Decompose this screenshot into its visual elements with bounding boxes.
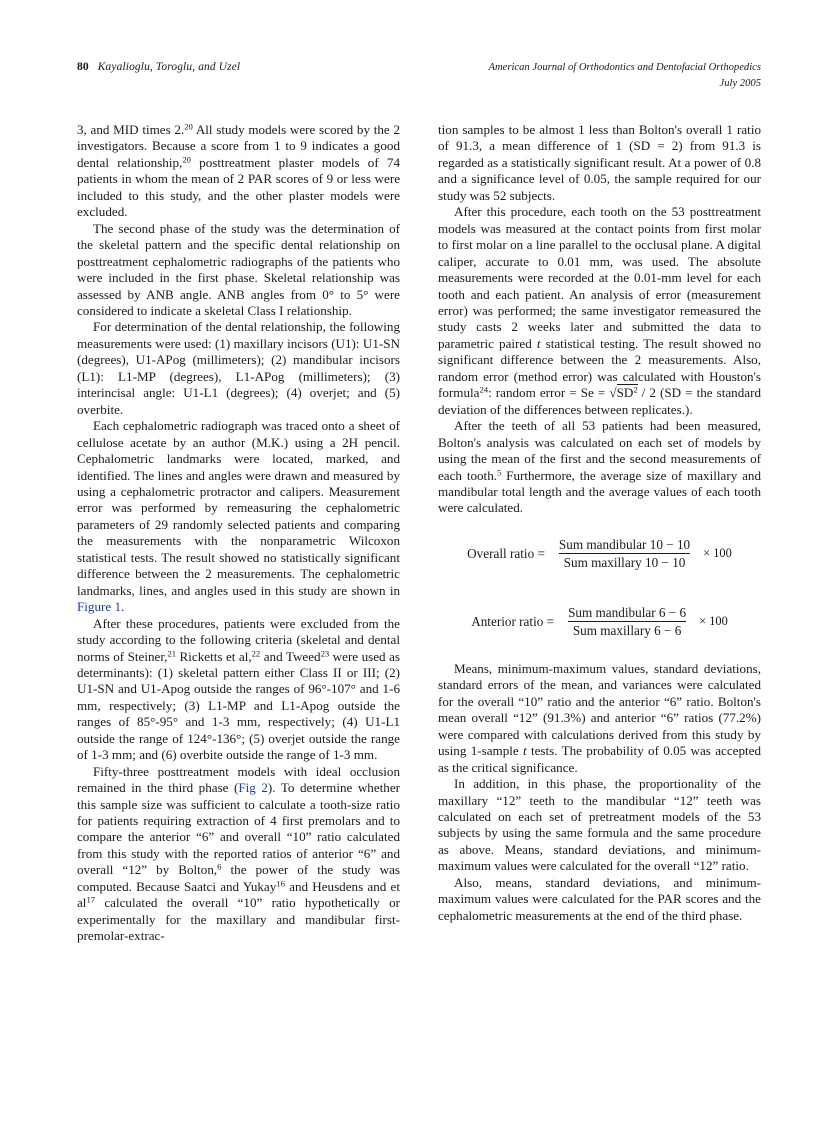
text-run: statistical testing. The result showed no significant difference between the 2 measurements. Also, random error (method error) was calculated with Houston's formula xyxy=(438,335,761,401)
text-run: All study models were scored by the 2 investigators. Because a score from 1 to 9 indicates a good dental relationship, xyxy=(77,122,400,170)
paragraph xyxy=(438,204,761,418)
footnote-ref[interactable]: 20 xyxy=(182,154,191,165)
paragraph xyxy=(438,418,761,517)
text-run: / 2 (SD = the standard deviation of the differences between replicates.). xyxy=(438,385,761,417)
fraction-denominator: Sum maxillary 6 − 6 xyxy=(568,621,687,639)
text-run: . xyxy=(121,599,125,615)
figure-1-link[interactable]: Figure 1 xyxy=(77,599,122,615)
journal-title: American Journal of Orthodontics and Dentofacial Orthopedics xyxy=(488,62,761,73)
text-run: 3, and MID times 2. xyxy=(77,122,185,137)
text-run: tests. The probability of 0.05 was accepted as the critical significance. xyxy=(438,743,761,775)
text-run: and Heusdens and et al xyxy=(77,878,400,911)
footnote-ref[interactable]: 16 xyxy=(276,878,285,889)
issue-date: July 2005 xyxy=(719,77,761,89)
paragraph xyxy=(77,122,400,221)
text-run: After this procedure, each tooth on the 53 posttreatment models was measured at the contact points from first molar to first molar on a line parallel to the occlusal plane. A digital caliper, accurate to 0.01 mm, was used. The absolute measurements were recorded at the 0.01-mm level for each tooth and each patient. An analysis of error (measurement error) was performed; the same investigator remeasured the study casts 2 weeks later and submitted the data to parametric paired xyxy=(438,204,761,351)
footnote-ref[interactable]: 6 xyxy=(217,862,222,873)
page-number: 80 xyxy=(77,60,89,73)
sqrt-icon: √ xyxy=(609,385,617,401)
footnote-ref[interactable]: 17 xyxy=(86,894,96,905)
fraction xyxy=(554,537,695,571)
fraction xyxy=(563,605,691,639)
paragraph: For determination of the dental relationship, the following measurements were used: (1) maxillary incisors (U1): U1-SN (degrees), U1-APog (millimeters); (2) mandibular incisors (L1): L1-MP (degrees), L1-APog (millimeters); (3) interincisal angle: U1-L1 (degrees); (4) overjet; and (5) overbite. xyxy=(77,319,400,417)
text-run: Each cephalometric radiograph was traced onto a sheet of cellulose acetate by an author (M.K.) using a 2H pencil. Cephalometric landmarks were located, marked, and identified. The lines and angles were drawn and measured by using a cephalometric protractor and calipers. Measurement error was performed by remeasuring the cephalometric parameters of 29 randomly selected patients and comparing the measurements with the nonparametric Wilcoxon statistical tests. The result showed no statistically significant difference between the 2 measurements. The cephalometric landmarks, lines, and angles used in this study are shown in xyxy=(77,418,400,598)
text-run: were used as determinants): (1) skeletal pattern either Class II or III; (2) U1-SN and U1-Apog outside the ranges of 96°-107° and 1-6 mm, respectively; (3) L1-MP and L1-Apog outside the ranges of 85°-95° and 1-3 mm, respectively; (4) U1-L1 outside the range of 124°-136°; (5) overjet outside the range of 1-3 mm; and (6) overbite outside the range of 1-3 mm. xyxy=(77,648,400,763)
formula-block xyxy=(438,605,761,639)
statistic-symbol: t xyxy=(523,743,527,759)
text-run: calculated the overall “10” ratio hypothetically or experimentally for the maxillary and mandibular first-premolar-extrac- xyxy=(77,895,400,944)
paragraph xyxy=(77,418,400,615)
column-left xyxy=(77,122,400,945)
formula-block xyxy=(438,537,761,571)
paragraph xyxy=(77,764,400,945)
text-run xyxy=(617,384,638,400)
paragraph: In addition, in this phase, the proportionality of the maxillary “12” teeth to the mandibular “12” teeth was calculated on each set of pretreatment models of the 53 subjects by using the same formula and the same procedure as above. Means, standard deviations, and minimum-maximum values were calculated for the overall “12” ratio. xyxy=(438,776,761,874)
text-run: the power of the study was computed. Because Saatci and Yukay xyxy=(77,862,400,894)
text-run: Fifty-three posttreatment models with ideal occlusion remained in the third phase ( xyxy=(77,763,400,796)
footnote-ref[interactable]: 21 xyxy=(167,648,177,659)
text-run: Means, minimum-maximum values, standard deviations, standard errors of the mean, and variances were calculated for the overall “10” ratio and the anterior “6” ratio. Bolton's mean overall “12” (91.3%) and anterior “6” ratios (77.2%) were compared with calculations derived from this study by using 1-sample xyxy=(438,660,761,759)
text-run: and Tweed xyxy=(260,648,321,664)
formula-anterior-ratio xyxy=(438,605,761,639)
footnote-ref[interactable]: 5 xyxy=(497,467,502,478)
column-right xyxy=(438,122,761,924)
footnote-ref[interactable]: 23 xyxy=(320,648,330,659)
fraction-numerator: Sum mandibular 10 − 10 xyxy=(558,536,691,552)
text-run: SD xyxy=(616,385,634,401)
figure-2-link[interactable]: Fig 2 xyxy=(238,780,268,796)
formula-multiplier: × 100 xyxy=(703,546,732,561)
text-run: : random error = Se = xyxy=(488,385,610,401)
formula-label: Overall ratio = xyxy=(467,545,545,561)
paragraph: The second phase of the study was the determination of the skeletal pattern and the specific dental relationship on posttreatment cephalometric radiographs of the patients who were included in the first phase. Skeletal relationship was assessed by ANB angle. ANB angles from 0° to 5° were considered to indicate a skeletal Class I relationship. xyxy=(77,220,400,318)
text-run: After these procedures, patients were excluded from the study according to the following criteria (skeletal and dental norms of Steiner, xyxy=(77,615,400,664)
text-run: After the teeth of all 53 patients had been measured, Bolton's analysis was calculated on each set of models by using the mean of the first and the second measurements of each tooth. xyxy=(438,418,761,483)
paragraph xyxy=(77,616,400,764)
text-run: ). To determine whether this sample size was sufficient to calculate a tooth-size ratio for patients requiring extraction of 4 first premolars and to compare the anterior “6” and overall “10” ratio calculated from this study with the reported ratios of anterior “6” and overall “12” by Bolton, xyxy=(77,780,400,878)
paragraph xyxy=(438,661,761,776)
formula-overall-ratio xyxy=(438,537,761,571)
text-run: Furthermore, the average size of maxillary and mandibular total length and the average values of each tooth were calculated. xyxy=(438,467,761,516)
running-head-right xyxy=(489,60,761,91)
text-run: posttreatment plaster models of 74 patients in whom the mean of 2 PAR scores of 9 or less were included to this study, and the other plaster models were excluded. xyxy=(77,154,400,220)
formula-label: Anterior ratio = xyxy=(471,613,555,629)
fraction-denominator: Sum maxillary 10 − 10 xyxy=(559,553,691,571)
running-head-left xyxy=(77,60,240,74)
running-head-authors: Kayalioglu, Toroglu, and Uzel xyxy=(97,61,241,73)
exponent: 2 xyxy=(633,384,638,395)
text-run: Ricketts et al, xyxy=(176,648,252,664)
statistic-symbol: t xyxy=(536,335,541,351)
footnote-ref[interactable]: 24 xyxy=(479,384,489,395)
footnote-ref[interactable]: 20 xyxy=(184,121,193,132)
fraction-numerator: Sum mandibular 6 − 6 xyxy=(568,604,687,620)
footnote-ref[interactable]: 22 xyxy=(251,648,261,659)
paragraph: Also, means, standard deviations, and minimum-maximum values were calculated for the PAR scores and the cephalometric measurements at the end of the third phase. xyxy=(438,874,761,923)
paragraph: tion samples to be almost 1 less than Bolton's overall 1 ratio of 91.3, a mean difference of 1 (SD = 2) from 91.3 is regarded as a statistically significant result. At a power of 0.8 and a significance level of 0.05, the sample required for our study was 52 subjects. xyxy=(438,122,761,203)
formula-multiplier: × 100 xyxy=(699,614,728,629)
running-head xyxy=(77,60,761,94)
